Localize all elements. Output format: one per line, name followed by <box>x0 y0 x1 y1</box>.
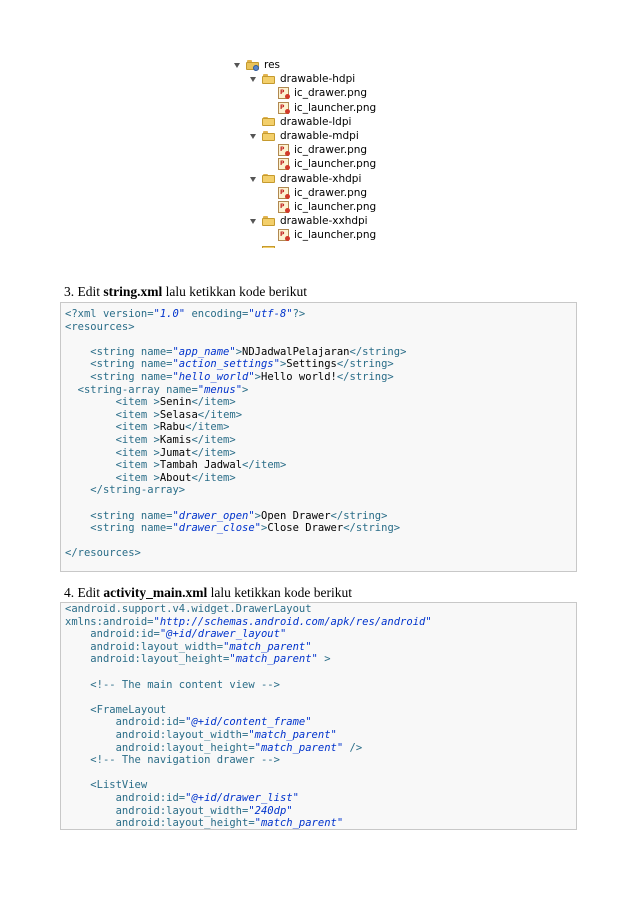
code-token: </item> <box>191 434 236 446</box>
code-token: android:layout_width= <box>115 729 249 741</box>
code-token: </string> <box>336 371 394 383</box>
code-token <box>65 754 90 766</box>
code-token: android:layout_width= <box>115 804 249 817</box>
code-token: <item <box>115 396 154 409</box>
code-token <box>65 704 90 716</box>
activity-main-code-block <box>60 602 577 830</box>
code-token <box>65 409 116 421</box>
tree-item-file[interactable] <box>230 157 450 171</box>
code-token: "1.0" <box>153 308 186 320</box>
code-token: <string <box>90 345 141 358</box>
code-token: > <box>153 434 160 446</box>
tree-item-folder[interactable] <box>230 115 450 129</box>
code-token: android:layout_height= <box>90 653 230 666</box>
code-token <box>65 459 116 471</box>
code-token: </item> <box>197 408 243 421</box>
code-token: "hello_world" <box>172 371 255 383</box>
code-line <box>65 653 331 666</box>
code-line <box>65 754 280 767</box>
code-token: <android.support.v4.widget.DrawerLayout <box>65 603 312 615</box>
code-token: </string> <box>330 509 388 522</box>
code-line <box>65 641 312 654</box>
code-token: > <box>242 383 249 396</box>
code-token: > <box>153 446 160 459</box>
code-token <box>65 358 90 370</box>
code-token: name= <box>140 345 173 358</box>
folder-icon <box>262 216 276 226</box>
tree-label-file[interactable]: ic_launcher.png <box>294 201 377 213</box>
expand-arrow-icon[interactable] <box>250 134 256 139</box>
png-file-icon: P <box>278 102 289 114</box>
tree-item-file[interactable] <box>230 228 450 242</box>
code-token: "action_settings" <box>172 358 280 371</box>
code-token: android:id= <box>90 628 160 641</box>
code-line <box>65 792 299 805</box>
code-token <box>65 484 90 496</box>
code-token: </resources> <box>65 547 141 560</box>
code-token <box>65 346 90 358</box>
code-token: /> <box>343 741 363 754</box>
tree-label-res[interactable]: res <box>264 59 281 71</box>
code-token: <item <box>115 408 154 421</box>
code-token: name= <box>140 522 173 535</box>
code-token <box>65 396 116 408</box>
code-token: "@+id/content_frame" <box>185 716 312 729</box>
code-token: "match_parent" <box>254 741 344 754</box>
code-token: "http://schemas.android.com/apk/res/android" <box>153 615 432 628</box>
tree-item-folder[interactable] <box>230 129 450 143</box>
png-file-icon: P <box>278 187 289 199</box>
tree-label-folder[interactable]: drawable-xxhdpi <box>280 215 368 228</box>
code-line <box>65 358 394 371</box>
code-token: <resources> <box>65 320 135 333</box>
code-token: </item> <box>191 471 236 484</box>
code-token <box>65 384 78 396</box>
code-token: encoding= <box>185 308 249 320</box>
code-token: > <box>254 509 261 522</box>
code-token: Kamis <box>159 434 192 446</box>
code-token: > <box>235 345 243 358</box>
png-file-icon: P <box>278 229 289 241</box>
tree-label-folder[interactable]: drawable-hdpi <box>280 73 356 86</box>
code-token: "utf-8" <box>248 308 293 320</box>
code-line <box>65 396 236 409</box>
tree-item-file[interactable] <box>230 143 450 157</box>
code-token: version= <box>102 308 154 320</box>
code-line <box>65 547 141 560</box>
code-line <box>65 729 337 742</box>
tree-label-folder[interactable]: drawable-mdpi <box>280 130 359 142</box>
code-line <box>65 628 286 641</box>
clipped-tree-row <box>262 245 322 248</box>
code-line <box>65 805 293 818</box>
tree-item-res[interactable] <box>230 58 450 72</box>
folder-icon <box>262 174 276 184</box>
code-token: Hello world! <box>261 371 337 383</box>
code-token: <item <box>115 459 154 472</box>
code-token: "@+id/drawer_list" <box>185 792 299 804</box>
code-token: <string <box>90 522 141 535</box>
code-token: android:id= <box>115 716 186 729</box>
folder-icon <box>262 74 276 84</box>
code-token <box>65 641 90 653</box>
code-token: </string> <box>343 522 401 535</box>
code-line <box>65 421 229 434</box>
code-token: Settings <box>286 358 337 371</box>
code-line <box>65 434 236 447</box>
code-token: <!-- The main content view --> <box>90 678 280 691</box>
code-line <box>65 779 147 792</box>
code-token: <?xml <box>65 308 103 320</box>
code-token: <string <box>90 371 141 383</box>
code-token: "app_name" <box>172 345 236 358</box>
code-line <box>65 384 248 397</box>
code-token: </string> <box>336 358 394 371</box>
code-token: ?> <box>292 308 306 320</box>
code-token: "match_parent" <box>229 653 318 666</box>
code-line <box>65 817 343 830</box>
expand-arrow-icon[interactable] <box>234 63 240 68</box>
code-token: <string <box>90 509 141 522</box>
code-token <box>65 817 116 829</box>
code-token: name= <box>140 358 173 371</box>
folder-icon <box>262 131 276 141</box>
step-3-file: string.xml <box>103 284 163 299</box>
code-token: name= <box>166 383 198 396</box>
code-token <box>65 779 90 791</box>
tree-label-folder[interactable]: drawable-ldpi <box>280 115 352 128</box>
code-token: Jumat <box>159 446 192 459</box>
expand-arrow-icon[interactable] <box>250 77 256 82</box>
code-token <box>65 653 90 665</box>
step-4-heading <box>64 585 352 601</box>
code-line <box>65 603 312 616</box>
code-token: <string <box>90 358 141 371</box>
code-line <box>65 346 406 359</box>
code-token: <string-array <box>77 383 167 396</box>
code-token <box>65 679 90 691</box>
string-xml-code-block <box>60 302 577 572</box>
tree-label-file[interactable]: ic_launcher.png <box>294 229 377 242</box>
code-token: <ListView <box>90 779 148 792</box>
code-token: > <box>317 653 331 666</box>
code-token: > <box>153 421 160 434</box>
code-token: xmlns:android= <box>65 615 154 628</box>
code-token <box>65 447 116 459</box>
code-token <box>65 729 116 741</box>
step-4-number: 4. Edit <box>64 585 104 600</box>
resource-folder-icon <box>246 60 260 70</box>
code-token: > <box>153 459 160 472</box>
code-token <box>65 434 116 446</box>
code-token: android:id= <box>115 792 186 804</box>
tree-item-folder[interactable] <box>230 72 450 86</box>
code-token: Open Drawer <box>261 509 331 522</box>
step-4-text: lalu ketikkan kode berikut <box>207 585 352 600</box>
code-token: <item <box>115 446 154 459</box>
code-line <box>65 522 400 535</box>
code-token <box>65 805 116 817</box>
code-token: <item <box>115 471 154 484</box>
code-token <box>65 792 116 804</box>
code-token: "drawer_close" <box>172 522 261 535</box>
code-token: name= <box>140 371 173 383</box>
code-token: NDJadwalPelajaran <box>242 345 350 358</box>
tree-label-file[interactable]: ic_launcher.png <box>294 101 377 114</box>
png-file-icon: P <box>278 87 289 99</box>
tree-item-file[interactable] <box>230 101 450 115</box>
png-file-icon: P <box>278 144 289 156</box>
code-token: "match_parent" <box>254 817 344 830</box>
code-line <box>65 679 280 692</box>
code-line <box>65 704 166 717</box>
code-token: Close Drawer <box>267 522 344 535</box>
code-token: About <box>159 471 192 484</box>
code-token: "240dp" <box>248 804 293 817</box>
code-token: "match_parent" <box>248 729 337 741</box>
code-token: </item> <box>242 459 287 472</box>
code-token: "drawer_open" <box>172 509 255 522</box>
code-token: android:layout_height= <box>115 817 255 830</box>
code-token: </item> <box>185 421 230 434</box>
tree-item-file[interactable] <box>230 200 450 214</box>
code-line <box>65 742 362 755</box>
code-token: </string-array> <box>90 484 186 497</box>
code-line <box>65 472 236 485</box>
code-token: name= <box>140 509 173 522</box>
tree-label-file[interactable]: ic_drawer.png <box>294 144 368 157</box>
code-token: > <box>153 396 160 409</box>
code-token: "match_parent" <box>223 640 312 653</box>
code-token <box>65 371 90 383</box>
step-4-file: activity_main.xml <box>103 585 208 600</box>
code-line <box>65 308 305 321</box>
tree-item-folder[interactable] <box>230 172 450 186</box>
code-line <box>65 716 312 729</box>
code-line <box>65 484 185 497</box>
code-token <box>65 742 116 754</box>
code-token: "@+id/drawer_layout" <box>159 628 287 641</box>
code-token: Tambah Jadwal <box>159 459 243 472</box>
code-line <box>65 510 387 523</box>
code-token: <item <box>115 421 154 434</box>
code-token: > <box>153 408 160 421</box>
code-token: </item> <box>191 396 236 409</box>
expand-arrow-icon[interactable] <box>250 219 256 224</box>
png-file-icon: P <box>278 201 289 213</box>
code-token: > <box>261 522 268 535</box>
code-line <box>65 321 135 334</box>
code-line <box>65 459 286 472</box>
code-token <box>65 472 116 484</box>
code-token: android:layout_height= <box>115 741 255 754</box>
tree-label-folder[interactable]: drawable-xhdpi <box>280 172 362 185</box>
code-line <box>65 409 242 422</box>
code-token <box>65 716 116 728</box>
tree-label-file[interactable]: ic_drawer.png <box>294 87 368 100</box>
code-token: Rabu <box>159 421 186 434</box>
code-token: android:layout_width= <box>90 640 224 653</box>
code-token: > <box>153 471 160 484</box>
tree-label-file[interactable]: ic_launcher.png <box>294 158 377 171</box>
code-token <box>65 421 116 433</box>
code-token: </string> <box>349 345 407 358</box>
code-line <box>65 447 236 460</box>
code-token: </item> <box>191 446 236 459</box>
code-token <box>65 522 90 534</box>
code-token: Selasa <box>159 408 198 421</box>
tree-label-file[interactable]: ic_drawer.png <box>294 186 368 199</box>
code-token: Senin <box>159 396 192 409</box>
tree-item-file[interactable] <box>230 86 450 100</box>
step-3-heading <box>64 284 307 300</box>
step-3-number: 3. Edit <box>64 284 104 299</box>
folder-icon <box>262 117 276 127</box>
code-token <box>65 510 90 522</box>
tree-item-file[interactable] <box>230 186 450 200</box>
code-line <box>65 371 394 384</box>
code-line <box>65 616 432 629</box>
code-token: <!-- The navigation drawer --> <box>90 754 280 767</box>
code-token: > <box>254 371 261 383</box>
tree-item-folder[interactable] <box>230 214 450 228</box>
code-token: > <box>279 358 287 371</box>
code-token: <FrameLayout <box>90 703 167 716</box>
step-3-text: lalu ketikkan kode berikut <box>162 284 307 299</box>
code-token: <item <box>115 434 154 446</box>
expand-arrow-icon[interactable] <box>250 177 256 182</box>
png-file-icon: P <box>278 158 289 170</box>
code-token: "menus" <box>197 383 243 396</box>
code-token <box>65 628 90 640</box>
